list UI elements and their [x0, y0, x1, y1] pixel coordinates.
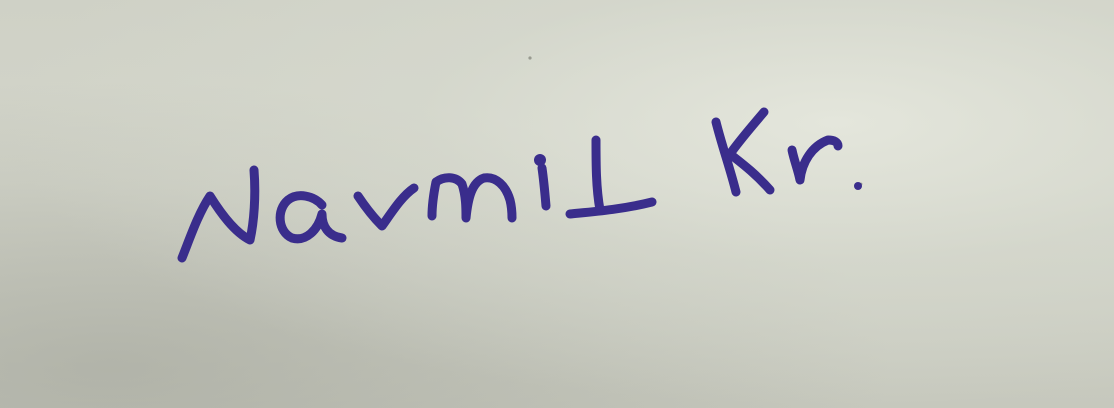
letter-i-stem: [542, 168, 546, 206]
letter-a: [280, 196, 342, 239]
letter-N: [182, 170, 255, 258]
letter-m: [432, 178, 512, 218]
letter-t-bar: [570, 202, 652, 214]
letter-v: [358, 188, 414, 226]
letter-i-dot: [534, 154, 546, 166]
period-dot: [854, 182, 862, 190]
letter-r: [792, 140, 838, 180]
paper-speck: [528, 56, 531, 59]
letter-t-stem: [596, 140, 600, 210]
